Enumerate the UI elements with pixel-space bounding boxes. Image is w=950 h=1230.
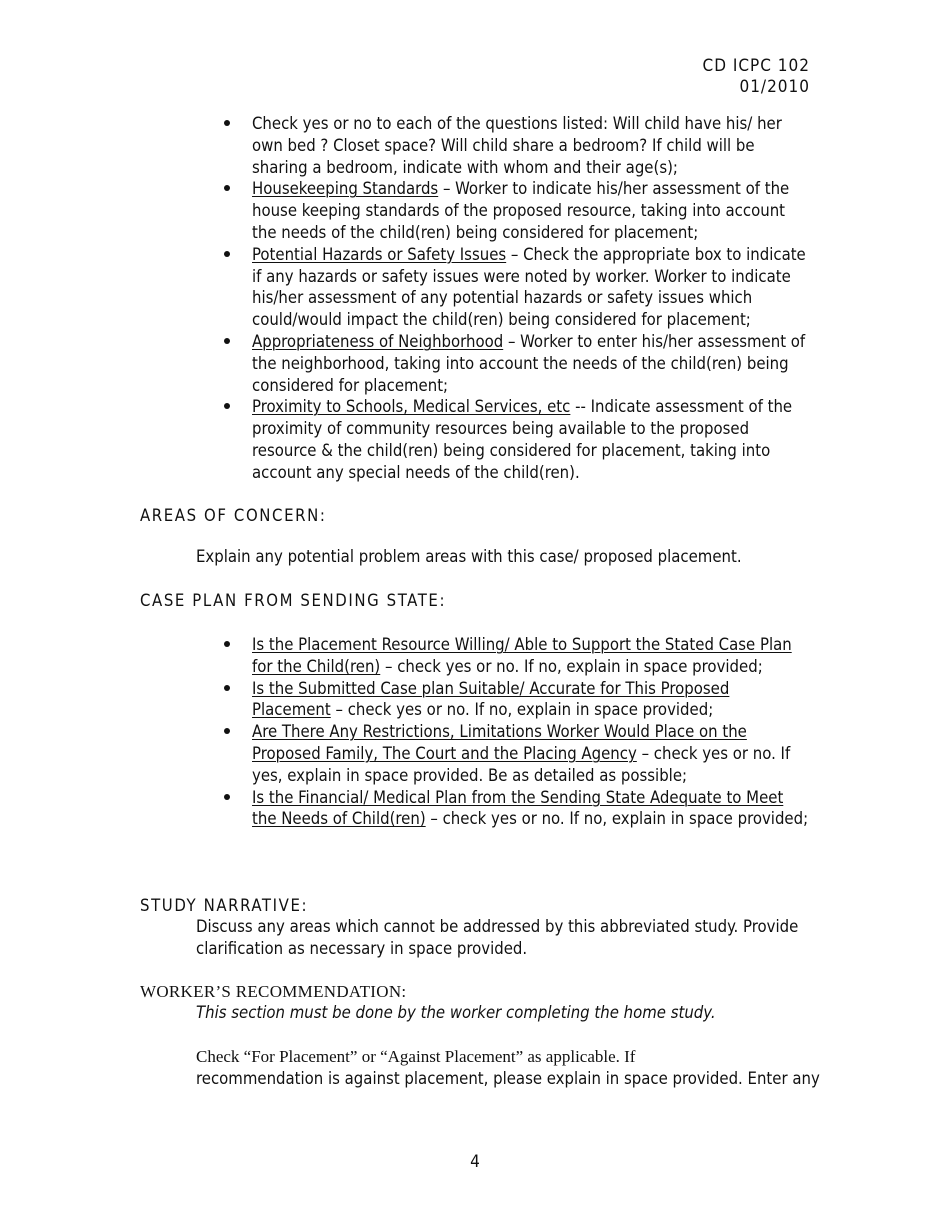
recommendation-line-1: Check “For Placement” or “Against Placement” as applicable. If [196,1047,636,1066]
bullet-icon [224,403,230,409]
list-item [222,244,812,331]
home-assessment-list [222,113,812,484]
list-item-title: Appropriateness of Neighborhood [252,331,504,351]
form-header [703,56,810,98]
list-item-text: – check yes or no. If no, explain in space provided; [425,809,809,829]
areas-of-concern-text: Explain any potential problem areas with this case/ proposed placement. [196,547,742,566]
form-code: CD ICPC 102 [702,56,810,76]
form-date: 01/2010 [739,77,810,97]
list-item-title: Potential Hazards or Safety Issues [252,244,507,264]
list-item-text: – check yes or no. If no, explain in space provided; [380,656,763,676]
page-number: 4 [470,1152,480,1172]
list-item-title: Is the Submitted Case plan Suitable/ Accurate for This Proposed Placement [252,678,730,720]
bullet-icon [224,641,230,647]
list-item-text: Check yes or no to each of the questions listed: Will child have his/ her own bed ? Closet space? Will child share a bedroom? If child will be sharing a bedroom, indicate with whom and their age(s); [252,114,782,177]
worker-recommendation-heading: WORKER’S RECOMMENDATION: [140,982,407,1001]
list-item-title: Are There Any Restrictions, Limitations Worker Would Place on the Proposed Family, The Court and the Placing Agency [252,722,747,763]
list-item-text: – Worker to enter his/her assessment of the neighborhood, taking into account the needs of the child(ren) being considered for placement; [252,331,806,395]
bullet-icon [224,251,230,257]
list-item [222,113,812,178]
list-item-text: – check yes or no. If yes, explain in space provided. Be as detailed as possible; [252,743,791,785]
list-item [222,178,812,243]
list-item [222,396,812,483]
list-item-title: Is the Financial/ Medical Plan from the Sending State Adequate to Meet the Needs of Child(ren) [252,787,784,829]
list-item-text: -- Indicate assessment of the proximity of community resources being available to the proposed resource & the child(ren) being considered for placement, taking into account any special needs of the child(ren). [252,397,793,482]
bullet-icon [224,685,230,691]
bullet-icon [224,794,230,800]
study-narrative-text: Discuss any areas which cannot be addressed by this abbreviated study. Provide clarification as necessary in space provided. [196,917,799,958]
areas-of-concern-heading: AREAS OF CONCERN: [140,506,327,525]
list-item [222,787,812,831]
worker-recommendation-note: This section must be done by the worker completing the home study. [196,1003,716,1022]
case-plan-heading: CASE PLAN FROM SENDING STATE: [140,591,447,610]
worker-recommendation-text [196,1046,826,1090]
list-item [222,721,812,786]
bullet-icon [224,185,230,191]
bullet-icon [224,120,230,126]
bullet-icon [224,728,230,734]
list-item-text: – check yes or no. If no, explain in space provided; [330,700,714,720]
case-plan-list [222,634,812,830]
list-item-title: Is the Placement Resource Willing/ Able to Support the Stated Case Plan for the Child(ren) [252,635,792,676]
list-item-title: Housekeeping Standards [252,179,439,199]
bullet-icon [224,338,230,344]
list-item [222,634,812,678]
recommendation-line-2: recommendation is against placement, please explain in space provided. Enter any [196,1068,820,1088]
study-narrative-heading: STUDY NARRATIVE: [140,896,309,915]
list-item-text: – Worker to indicate his/her assessment of the house keeping standards of the proposed resource, taking into account the needs of the child(ren) being considered for placement; [252,179,790,242]
list-item [222,331,812,396]
list-item-title: Proximity to Schools, Medical Services, etc [252,397,571,417]
list-item-text: – Check the appropriate box to indicate if any hazards or safety issues were noted by worker. Worker to indicate his/her assessment of any potential hazards or safety issues which could/would impact the child(ren) being considered for placement; [252,244,806,330]
list-item [222,678,812,722]
